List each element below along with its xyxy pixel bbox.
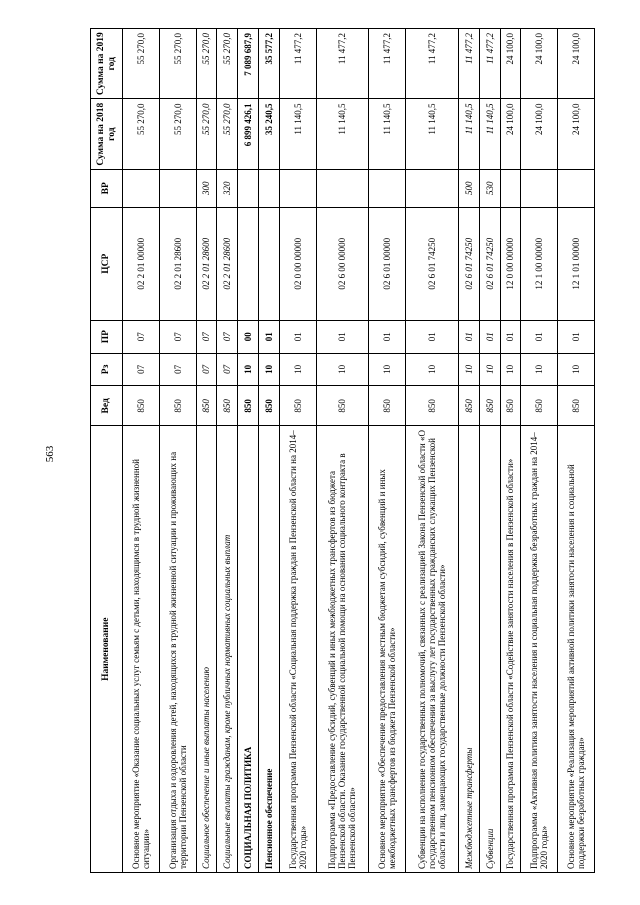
cell-rz: 10 bbox=[479, 353, 500, 386]
header-sum-2019: Сумма на 2019 год bbox=[91, 29, 123, 99]
cell-pr: 07 bbox=[159, 320, 196, 353]
cell-sum2019: 55 270,0 bbox=[123, 29, 160, 99]
cell-name: Основное мероприятие «Реализация мероприятий активной политики занятости населения и социальной поддержки безработных граждан» bbox=[558, 426, 595, 873]
cell-csr: 02 2 01 28600 bbox=[217, 207, 238, 320]
cell-ved: 850 bbox=[279, 386, 316, 426]
cell-csr: 12 1 00 00000 bbox=[521, 207, 558, 320]
cell-sum2018: 55 270,0 bbox=[196, 99, 217, 169]
cell-ved: 850 bbox=[500, 386, 521, 426]
header-ved: Вед bbox=[91, 386, 123, 426]
cell-csr: 02 6 01 74250 bbox=[458, 207, 479, 320]
cell-ved: 850 bbox=[196, 386, 217, 426]
header-vr: ВР bbox=[91, 169, 123, 207]
cell-ved: 850 bbox=[238, 386, 259, 426]
cell-rz: 10 bbox=[238, 353, 259, 386]
cell-rz: 07 bbox=[196, 353, 217, 386]
cell-sum2019: 24 100,0 bbox=[521, 29, 558, 99]
cell-name: Социальные выплаты гражданам, кроме публичных нормативных социальных выплат bbox=[217, 426, 238, 873]
cell-name: Государственная программа Пензенской области «Социальная поддержка граждан в Пензенской области на 2014–2020 годы» bbox=[279, 426, 316, 873]
table-body bbox=[123, 29, 595, 873]
cell-pr: 07 bbox=[123, 320, 160, 353]
cell-vr bbox=[369, 169, 406, 207]
cell-rz: 07 bbox=[217, 353, 238, 386]
cell-vr bbox=[500, 169, 521, 207]
cell-rz: 10 bbox=[500, 353, 521, 386]
cell-sum2019: 11 477,2 bbox=[406, 29, 459, 99]
table-row bbox=[217, 29, 238, 873]
table-row bbox=[406, 29, 459, 873]
cell-ved: 850 bbox=[521, 386, 558, 426]
cell-csr: 02 0 00 00000 bbox=[279, 207, 316, 320]
cell-vr: 320 bbox=[217, 169, 238, 207]
cell-sum2018: 11 140,5 bbox=[279, 99, 316, 169]
cell-name: Субвенции bbox=[479, 426, 500, 873]
cell-rz: 10 bbox=[258, 353, 279, 386]
cell-pr: 07 bbox=[196, 320, 217, 353]
table-row bbox=[479, 29, 500, 873]
cell-rz: 07 bbox=[159, 353, 196, 386]
cell-pr: 01 bbox=[479, 320, 500, 353]
cell-sum2019: 11 477,2 bbox=[279, 29, 316, 99]
budget-table-container bbox=[90, 28, 595, 873]
cell-sum2019: 24 100,0 bbox=[500, 29, 521, 99]
cell-sum2018: 11 140,5 bbox=[458, 99, 479, 169]
cell-ved: 850 bbox=[217, 386, 238, 426]
cell-csr: 02 6 01 00000 bbox=[369, 207, 406, 320]
cell-vr bbox=[238, 169, 259, 207]
cell-name: Субвенции на исполнение государственных полномочий, связанных с реализацией Закона Пензенской области «О государственном пенсионном обеспечении за выслугу лет государственных гражданских служащих Пензенской области и лиц, замещающих государственные должности Пензенской области» bbox=[406, 426, 459, 873]
cell-csr: 02 6 00 00000 bbox=[316, 207, 369, 320]
header-csr: ЦСР bbox=[91, 207, 123, 320]
table-row bbox=[123, 29, 160, 873]
cell-pr: 01 bbox=[279, 320, 316, 353]
cell-rz: 10 bbox=[279, 353, 316, 386]
cell-pr: 07 bbox=[217, 320, 238, 353]
cell-sum2019: 55 270,0 bbox=[217, 29, 238, 99]
cell-sum2018: 55 270,0 bbox=[123, 99, 160, 169]
cell-ved: 850 bbox=[558, 386, 595, 426]
cell-csr bbox=[258, 207, 279, 320]
table-row bbox=[521, 29, 558, 873]
cell-ved: 850 bbox=[123, 386, 160, 426]
cell-sum2018: 11 140,5 bbox=[369, 99, 406, 169]
cell-rz: 10 bbox=[521, 353, 558, 386]
cell-vr bbox=[558, 169, 595, 207]
cell-ved: 850 bbox=[258, 386, 279, 426]
cell-ved: 850 bbox=[369, 386, 406, 426]
cell-pr: 01 bbox=[458, 320, 479, 353]
budget-table bbox=[90, 28, 595, 873]
cell-sum2018: 55 270,0 bbox=[217, 99, 238, 169]
cell-pr: 01 bbox=[500, 320, 521, 353]
cell-csr bbox=[238, 207, 259, 320]
cell-rz: 10 bbox=[406, 353, 459, 386]
cell-sum2019: 11 477,2 bbox=[458, 29, 479, 99]
table-row bbox=[196, 29, 217, 873]
page-number: 563 bbox=[44, 445, 56, 463]
cell-sum2019: 11 477,2 bbox=[316, 29, 369, 99]
cell-sum2018: 35 240,5 bbox=[258, 99, 279, 169]
cell-pr: 01 bbox=[521, 320, 558, 353]
cell-rz: 10 bbox=[558, 353, 595, 386]
cell-sum2018: 6 899 426,1 bbox=[238, 99, 259, 169]
cell-sum2019: 7 089 687,9 bbox=[238, 29, 259, 99]
cell-name: СОЦИАЛЬНАЯ ПОЛИТИКА bbox=[238, 426, 259, 873]
cell-ved: 850 bbox=[406, 386, 459, 426]
cell-sum2018: 11 140,5 bbox=[406, 99, 459, 169]
cell-name: Организация отдыха и оздоровления детей, находящихся в трудной жизненной ситуации и проживающих на территории Пензенской области bbox=[159, 426, 196, 873]
cell-vr: 530 bbox=[479, 169, 500, 207]
header-name: Наименование bbox=[91, 426, 123, 873]
cell-sum2018: 24 100,0 bbox=[500, 99, 521, 169]
cell-vr: 500 bbox=[458, 169, 479, 207]
cell-sum2018: 24 100,0 bbox=[558, 99, 595, 169]
cell-csr: 12 0 00 00000 bbox=[500, 207, 521, 320]
table-row bbox=[316, 29, 369, 873]
cell-pr: 01 bbox=[316, 320, 369, 353]
table-row bbox=[500, 29, 521, 873]
cell-csr: 02 6 01 74250 bbox=[406, 207, 459, 320]
header-sum-2018: Сумма на 2018 год bbox=[91, 99, 123, 169]
cell-vr bbox=[258, 169, 279, 207]
cell-sum2018: 11 140,5 bbox=[316, 99, 369, 169]
cell-vr bbox=[406, 169, 459, 207]
cell-name: Межбюджетные трансферты bbox=[458, 426, 479, 873]
cell-name: Основное мероприятие «Оказание социальных услуг семьям с детьми, находящимся в трудной жизненной ситуации» bbox=[123, 426, 160, 873]
cell-name: Основное мероприятие «Обеспечение предоставления местным бюджетам субсидий, субвенций и иных межбюджетных трансфертов из бюджета Пензенской области» bbox=[369, 426, 406, 873]
cell-sum2019: 55 270,0 bbox=[196, 29, 217, 99]
table-row bbox=[558, 29, 595, 873]
cell-pr: 01 bbox=[258, 320, 279, 353]
cell-sum2019: 11 477,2 bbox=[479, 29, 500, 99]
cell-ved: 850 bbox=[316, 386, 369, 426]
cell-sum2018: 24 100,0 bbox=[521, 99, 558, 169]
cell-sum2019: 35 577,2 bbox=[258, 29, 279, 99]
cell-sum2019: 24 100,0 bbox=[558, 29, 595, 99]
cell-vr: 300 bbox=[196, 169, 217, 207]
header-rz: Рз bbox=[91, 353, 123, 386]
cell-csr: 02 6 01 74250 bbox=[479, 207, 500, 320]
cell-vr bbox=[316, 169, 369, 207]
table-row bbox=[258, 29, 279, 873]
cell-csr: 02 2 01 28600 bbox=[159, 207, 196, 320]
cell-name: Пенсионное обеспечение bbox=[258, 426, 279, 873]
cell-ved: 850 bbox=[458, 386, 479, 426]
cell-sum2019: 11 477,2 bbox=[369, 29, 406, 99]
cell-name: Социальное обеспечение и иные выплаты населению bbox=[196, 426, 217, 873]
cell-ved: 850 bbox=[159, 386, 196, 426]
table-header-row bbox=[91, 29, 123, 873]
cell-sum2018: 55 270,0 bbox=[159, 99, 196, 169]
table-row bbox=[458, 29, 479, 873]
cell-csr: 02 2 01 00000 bbox=[123, 207, 160, 320]
table-row bbox=[279, 29, 316, 873]
cell-rz: 07 bbox=[123, 353, 160, 386]
cell-vr bbox=[123, 169, 160, 207]
header-pr: ПР bbox=[91, 320, 123, 353]
cell-name: Подпрограмма «Активная политика занятости населения и социальная поддержка безработных граждан на 2014–2020 годы» bbox=[521, 426, 558, 873]
cell-sum2019: 55 270,0 bbox=[159, 29, 196, 99]
cell-pr: 01 bbox=[558, 320, 595, 353]
cell-csr: 02 2 01 28600 bbox=[196, 207, 217, 320]
cell-pr: 01 bbox=[369, 320, 406, 353]
cell-name: Государственная программа Пензенской области «Содействие занятости населения в Пензенской области» bbox=[500, 426, 521, 873]
cell-rz: 10 bbox=[458, 353, 479, 386]
cell-pr: 01 bbox=[406, 320, 459, 353]
cell-rz: 10 bbox=[316, 353, 369, 386]
cell-vr bbox=[521, 169, 558, 207]
cell-csr: 12 1 01 00000 bbox=[558, 207, 595, 320]
cell-ved: 850 bbox=[479, 386, 500, 426]
table-row bbox=[238, 29, 259, 873]
table-row bbox=[159, 29, 196, 873]
cell-pr: 00 bbox=[238, 320, 259, 353]
table-row bbox=[369, 29, 406, 873]
cell-sum2018: 11 140,5 bbox=[479, 99, 500, 169]
cell-vr bbox=[159, 169, 196, 207]
cell-name: Подпрограмма «Предоставление субсидий, субвенций и иных межбюджетных трансфертов из бюджета Пензенской области. Оказание государственной социальной помощи на основании социального контракта в Пензенской области» bbox=[316, 426, 369, 873]
cell-rz: 10 bbox=[369, 353, 406, 386]
cell-vr bbox=[279, 169, 316, 207]
